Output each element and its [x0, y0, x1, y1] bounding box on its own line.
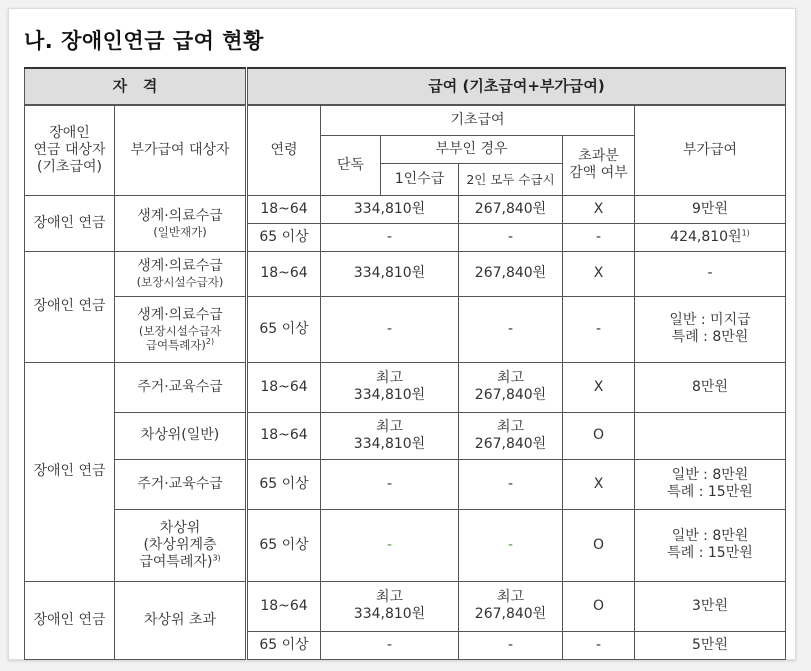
single-amount: 334,810원	[321, 195, 459, 223]
couple-header: 부부인 경우	[381, 135, 563, 163]
age-cell: 65 이상	[248, 223, 321, 251]
table-row	[248, 631, 786, 659]
additional-amount: 424,810원$^{1)}$	[635, 223, 786, 251]
table-row	[248, 296, 786, 362]
couple-two-amount: -	[459, 459, 563, 509]
age-cell: 65 이상	[248, 631, 321, 659]
table-row	[248, 362, 786, 412]
age-cell: 18~64	[248, 195, 321, 223]
additional-amount: 일반 : 8만원 특례 : 15만원	[635, 459, 786, 509]
single-amount: -	[321, 223, 459, 251]
single-amount: 최고 334,810원	[321, 581, 459, 631]
additional-amount: 9만원	[635, 195, 786, 223]
document-page	[8, 8, 796, 660]
table-row	[248, 195, 786, 223]
age-cell: 65 이상	[248, 509, 321, 581]
table-row	[248, 251, 786, 296]
excess-cell: O	[563, 581, 635, 631]
one-recipient-header: 1인수급	[381, 163, 459, 195]
couple-two-amount: -	[459, 631, 563, 659]
excess-reduction-header: 초과분 감액 여부	[563, 135, 635, 195]
benefit-table	[247, 67, 786, 660]
additional-amount: 5만원	[635, 631, 786, 659]
couple-two-amount: 267,840원	[459, 195, 563, 223]
excess-cell: X	[563, 251, 635, 296]
excess-cell: O	[563, 509, 635, 581]
single-amount: 최고 334,810원	[321, 412, 459, 459]
couple-two-amount: 최고 267,840원	[459, 362, 563, 412]
couple-two-amount: 최고 267,840원	[459, 581, 563, 631]
additional-recipient-header: 부가급여 대상자	[115, 105, 246, 195]
excess-cell: -	[563, 223, 635, 251]
eligibility-table	[24, 67, 246, 660]
excess-cell: -	[563, 296, 635, 362]
benefit-header: 급여 (기초급여+부가급여)	[248, 68, 786, 105]
table-row	[248, 509, 786, 581]
table-row	[248, 223, 786, 251]
target-near-poor-special: 차상위 (차상위계층 급여특례자)$^{3)}$	[115, 509, 246, 581]
basic-benefit-header: 기초급여	[321, 105, 635, 135]
group-label: 장애인 연금	[25, 581, 115, 659]
table-row	[248, 459, 786, 509]
additional-benefit-header: 부가급여	[635, 105, 786, 195]
single-header: 단독	[321, 135, 381, 195]
target-livelihood-general: 생계·의료수급 (일반재가)	[115, 195, 246, 251]
age-header: 연령	[248, 105, 321, 195]
additional-amount: 8만원	[635, 362, 786, 412]
target-livelihood-facility-special: 생계·의료수급 (보장시설수급자 급여특례자)$^{2)}$	[115, 296, 246, 362]
age-cell: 65 이상	[248, 459, 321, 509]
single-amount: -	[321, 459, 459, 509]
group-label: 장애인 연금	[25, 362, 115, 581]
additional-amount	[635, 412, 786, 459]
single-amount: -	[321, 509, 459, 581]
additional-amount: 3만원	[635, 581, 786, 631]
table-row	[248, 412, 786, 459]
age-cell: 65 이상	[248, 296, 321, 362]
pension-recipient-header: 장애인 연금 대상자 (기초급여)	[25, 105, 115, 195]
excess-cell: O	[563, 412, 635, 459]
target-livelihood-facility: 생계·의료수급 (보장시설수급자)	[115, 251, 246, 296]
couple-two-amount: -	[459, 296, 563, 362]
single-amount: -	[321, 296, 459, 362]
excess-cell: X	[563, 195, 635, 223]
couple-two-amount: 267,840원	[459, 251, 563, 296]
target-above-near-poor: 차상위 초과	[115, 581, 246, 659]
additional-amount: 일반 : 미지급 특례 : 8만원	[635, 296, 786, 362]
age-cell: 18~64	[248, 412, 321, 459]
two-recipients-header: 2인 모두 수급시	[459, 163, 563, 195]
excess-cell: X	[563, 362, 635, 412]
couple-two-amount: 최고 267,840원	[459, 412, 563, 459]
couple-two-amount: -	[459, 223, 563, 251]
excess-cell: -	[563, 631, 635, 659]
couple-two-amount: -	[459, 509, 563, 581]
target-housing-education: 주거·교육수급	[115, 362, 246, 412]
single-amount: -	[321, 631, 459, 659]
group-label: 장애인 연금	[25, 251, 115, 362]
age-cell: 18~64	[248, 251, 321, 296]
section-title: 나. 장애인연금 급여 현황	[24, 29, 264, 53]
single-amount: 334,810원	[321, 251, 459, 296]
target-housing-education-65: 주거·교육수급	[115, 459, 246, 509]
eligibility-header: 자 격	[25, 68, 246, 105]
target-near-poor-general: 차상위(일반)	[115, 412, 246, 459]
additional-amount: 일반 : 8만원 특례 : 15만원	[635, 509, 786, 581]
single-amount: 최고 334,810원	[321, 362, 459, 412]
table-row	[248, 581, 786, 631]
additional-amount: -	[635, 251, 786, 296]
age-cell: 18~64	[248, 581, 321, 631]
group-label: 장애인 연금	[25, 195, 115, 251]
age-cell: 18~64	[248, 362, 321, 412]
excess-cell: X	[563, 459, 635, 509]
